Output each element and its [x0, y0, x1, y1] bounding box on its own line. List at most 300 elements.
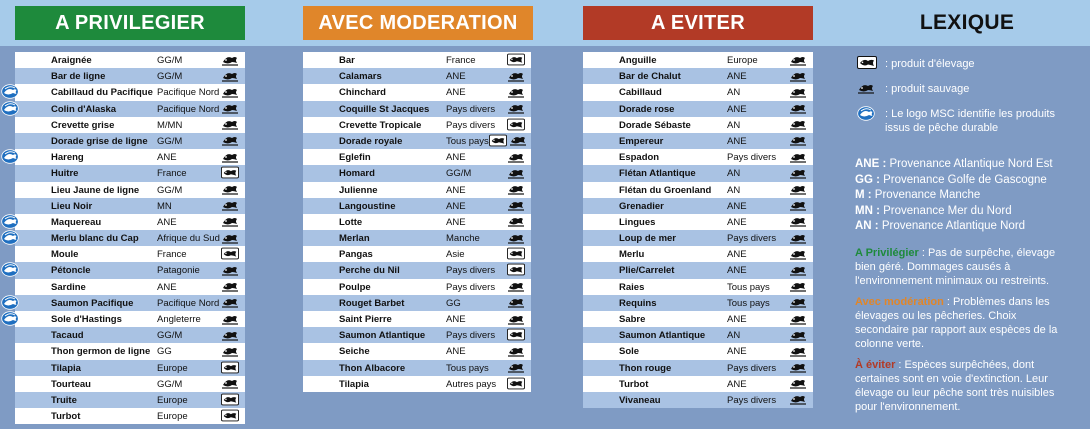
- abbreviation-item: [855, 205, 1012, 217]
- species-name: Lingues: [619, 216, 656, 228]
- species-name: Crevette Tropicale: [339, 119, 422, 131]
- table-row: [583, 101, 813, 117]
- sauvage-icon: [507, 69, 525, 82]
- table-row: [583, 262, 813, 278]
- species-name: Cabillaud: [619, 87, 662, 99]
- table-row: [583, 214, 813, 230]
- species-name: Hareng: [51, 152, 84, 164]
- sauvage-icon: [221, 183, 239, 196]
- table-row: [303, 101, 531, 117]
- species-name: Grenadier: [619, 200, 664, 212]
- table-row: [15, 360, 245, 376]
- abbreviation-item: [855, 174, 1047, 186]
- species-name: Bar: [339, 55, 355, 66]
- table-row: [583, 311, 813, 327]
- provenance: AN: [727, 119, 741, 131]
- provenance: AN: [727, 330, 741, 342]
- table-eviter: [583, 52, 813, 408]
- species-name: Loup de mer: [619, 233, 677, 245]
- sauvage-icon: [789, 393, 807, 406]
- table-row: [583, 246, 813, 262]
- species-name: Thon rouge: [619, 362, 672, 374]
- table-row: [303, 327, 531, 343]
- table-row: [303, 149, 531, 165]
- provenance: GG: [446, 297, 461, 309]
- sauvage-icon: [221, 215, 239, 228]
- table-row: [583, 133, 813, 149]
- sauvage-icon: [789, 118, 807, 131]
- sauvage-icon: [857, 82, 875, 97]
- species-name: Thon Albacore: [339, 362, 406, 374]
- abbreviation-code: ANE :: [855, 158, 887, 170]
- category-label: À éviter: [855, 359, 896, 371]
- table-row: [303, 198, 531, 214]
- elevage-icon: [507, 377, 525, 390]
- species-name: Bar de ligne: [51, 71, 106, 83]
- sauvage-icon: [507, 85, 525, 98]
- species-name: Moule: [51, 249, 79, 261]
- provenance: ANE: [446, 346, 466, 358]
- table-row: [15, 133, 245, 149]
- sauvage-icon: [221, 280, 239, 293]
- elevage-icon: [221, 393, 239, 406]
- provenance: AN: [727, 87, 741, 99]
- table-row: [303, 165, 531, 181]
- table-row: [583, 68, 813, 84]
- species-name: Raies: [619, 281, 645, 293]
- species-name: Anguille: [619, 55, 657, 66]
- species-name: Julienne: [339, 184, 378, 196]
- table-row: [15, 182, 245, 198]
- species-name: Maquereau: [51, 216, 102, 228]
- sauvage-icon: [789, 102, 807, 115]
- sauvage-icon: [507, 150, 525, 163]
- table-row: [15, 101, 245, 117]
- category-label: Avec modération: [855, 296, 944, 308]
- species-name: Cabillaud du Pacifique: [51, 87, 153, 99]
- sauvage-icon: [789, 134, 807, 147]
- sauvage-icon: [221, 296, 239, 309]
- provenance: Patagonie: [157, 265, 200, 277]
- table-row: [303, 133, 531, 149]
- sauvage-icon: [789, 231, 807, 244]
- provenance: Pays divers: [446, 103, 496, 115]
- sauvage-icon: [507, 231, 525, 244]
- table-row: [15, 198, 245, 214]
- sauvage-icon: [789, 69, 807, 82]
- sauvage-icon: [221, 312, 239, 325]
- table-row: [583, 198, 813, 214]
- table-row: [303, 117, 531, 133]
- abbreviation-text: Provenance Mer du Nord: [879, 204, 1012, 217]
- table-row: [583, 295, 813, 311]
- lexique-elevage: : produit d'élevage: [885, 58, 975, 70]
- species-name: Coquille St Jacques: [339, 103, 430, 115]
- elevage-icon: [221, 409, 239, 422]
- sauvage-icon: [221, 118, 239, 131]
- table-row: [15, 295, 245, 311]
- provenance: Pacifique Nord: [157, 87, 220, 99]
- species-name: Poulpe: [339, 281, 371, 293]
- sauvage-icon: [221, 150, 239, 163]
- lexique-msc: : Le logo MSC identifie les produits issus de pêche durable: [885, 108, 1055, 134]
- table-row: [15, 279, 245, 295]
- provenance: ANE: [446, 200, 466, 212]
- species-name: Lotte: [339, 216, 363, 228]
- table-row: [303, 311, 531, 327]
- sauvage-icon: [789, 53, 807, 66]
- table-row: [303, 262, 531, 278]
- provenance: ANE: [727, 378, 747, 390]
- elevage-icon: [489, 134, 507, 147]
- provenance: GG/M: [157, 55, 183, 66]
- header-lexique: LEXIQUE: [919, 11, 1015, 34]
- sauvage-icon: [789, 215, 807, 228]
- provenance: ANE: [157, 281, 177, 293]
- table-row: [583, 360, 813, 376]
- provenance: Pays divers: [727, 152, 777, 164]
- species-name: Requins: [619, 297, 657, 309]
- species-name: Dorade royale: [339, 135, 403, 147]
- species-name: Tacaud: [51, 330, 84, 342]
- sauvage-icon: [221, 328, 239, 341]
- provenance: Tous pays: [446, 362, 489, 374]
- table-row: [15, 343, 245, 359]
- sauvage-icon: [507, 166, 525, 179]
- species-name: Lieu Jaune de ligne: [51, 184, 140, 196]
- elevage-icon: [507, 328, 525, 341]
- abbreviation-code: M :: [855, 189, 872, 201]
- species-name: Vivaneau: [619, 394, 661, 406]
- table-row: [303, 230, 531, 246]
- provenance: Manche: [446, 233, 480, 245]
- table-row: [15, 408, 245, 424]
- species-name: Plie/Carrelet: [619, 265, 675, 277]
- header-privilegier: A PRIVILEGIER: [15, 6, 245, 40]
- species-name: Turbot: [619, 378, 649, 390]
- provenance: GG/M: [157, 330, 183, 342]
- sauvage-icon: [221, 377, 239, 390]
- sauvage-icon: [507, 215, 525, 228]
- species-name: Merlan: [339, 233, 370, 245]
- provenance: Pays divers: [727, 362, 777, 374]
- species-name: Empereur: [619, 135, 664, 147]
- provenance: Pays divers: [446, 281, 496, 293]
- species-name: Tourteau: [51, 378, 91, 390]
- species-name: Araignée: [51, 55, 92, 66]
- abbreviation-code: AN :: [855, 220, 879, 232]
- sauvage-icon: [507, 280, 525, 293]
- table-row: [583, 149, 813, 165]
- table-row: [303, 84, 531, 100]
- sauvage-icon: [507, 296, 525, 309]
- species-name: Eglefin: [339, 152, 371, 164]
- species-name: Saumon Pacifique: [51, 297, 134, 309]
- table-row: [303, 295, 531, 311]
- table-row: [15, 149, 245, 165]
- abbreviation-item: [855, 189, 980, 201]
- species-name: Seiche: [339, 346, 370, 358]
- sauvage-icon: [789, 312, 807, 325]
- elevage-icon: [507, 118, 525, 131]
- provenance: Tous pays: [446, 135, 489, 147]
- table-row: [583, 392, 813, 408]
- provenance: France: [446, 55, 476, 66]
- provenance: AN: [727, 168, 741, 180]
- table-row: [15, 311, 245, 327]
- category-text: : Problèmes dans les élevages ou les pêcheries. Choix secondaire par rapport aux espèces de la colonne verte.: [855, 296, 1058, 350]
- species-name: Homard: [339, 168, 375, 180]
- sauvage-icon: [507, 344, 525, 357]
- species-name: Turbot: [51, 411, 81, 423]
- provenance: France: [157, 168, 187, 180]
- provenance: Pays divers: [446, 265, 496, 277]
- table-row: [583, 376, 813, 392]
- table-row: [583, 84, 813, 100]
- category-text: : Pas de surpêche, élevage bien géré. Dommages causés à l'environnement minimaux ou restreints.: [855, 247, 1056, 287]
- species-name: Pétoncle: [51, 265, 91, 277]
- sauvage-icon: [789, 247, 807, 260]
- provenance: Europe: [157, 362, 188, 374]
- elevage-icon: [507, 247, 525, 260]
- species-name: Lieu Noir: [51, 200, 93, 212]
- table-row: [583, 343, 813, 359]
- provenance: ANE: [446, 216, 466, 228]
- species-name: Tilapia: [339, 378, 369, 390]
- header-eviter: A EVITER: [583, 6, 813, 40]
- category-text: : Espèces surpêchées, dont certaines sont en voie d'extinction. Leur élevage ou leur pêche sont très nuisibles pour l'environnement.: [855, 359, 1055, 413]
- sauvage-icon: [789, 328, 807, 341]
- sauvage-icon: [221, 199, 239, 212]
- provenance: GG: [157, 346, 172, 358]
- species-name: Dorade Sébaste: [619, 119, 691, 131]
- provenance: GG/M: [157, 135, 183, 147]
- sauvage-icon: [221, 53, 239, 66]
- species-name: Sabre: [619, 314, 646, 325]
- provenance: Autres pays: [446, 378, 497, 390]
- sauvage-icon: [221, 69, 239, 82]
- table-row: [303, 52, 531, 68]
- sauvage-icon: [507, 361, 525, 374]
- species-name: Calamars: [339, 71, 382, 83]
- species-name: Flétan Atlantique: [619, 168, 696, 180]
- table-row: [15, 214, 245, 230]
- table-row: [15, 392, 245, 408]
- species-name: Saumon Atlantique: [339, 330, 426, 342]
- sauvage-icon: [789, 199, 807, 212]
- table-row: [583, 279, 813, 295]
- sauvage-icon: [789, 166, 807, 179]
- sauvage-icon: [221, 231, 239, 244]
- provenance: Tous pays: [727, 297, 770, 309]
- species-name: Crevette grise: [51, 119, 115, 131]
- abbreviation-item: [855, 158, 1053, 170]
- elevage-icon: [857, 56, 877, 72]
- elevage-icon: [221, 361, 239, 374]
- provenance: Angleterre: [157, 314, 201, 325]
- species-name: Chinchard: [339, 87, 386, 99]
- abbreviation-code: MN :: [855, 204, 880, 217]
- table-row: [583, 182, 813, 198]
- provenance: Pacifique Nord: [157, 103, 220, 115]
- sauvage-icon: [507, 183, 525, 196]
- provenance: Europe: [727, 55, 758, 66]
- provenance: ANE: [727, 249, 747, 261]
- species-name: Bar de Chalut: [619, 71, 681, 83]
- abbreviation-code: GG :: [855, 173, 880, 186]
- sauvage-icon: [789, 183, 807, 196]
- provenance: Pacifique Nord: [157, 297, 220, 309]
- species-name: Sardine: [51, 281, 86, 293]
- provenance: GG/M: [446, 168, 472, 180]
- provenance: ANE: [446, 184, 466, 196]
- table-row: [303, 68, 531, 84]
- table-row: [303, 182, 531, 198]
- species-name: Merlu blanc du Cap: [51, 233, 139, 245]
- species-name: Sole: [619, 346, 640, 358]
- table-row: [303, 246, 531, 262]
- sauvage-icon: [221, 263, 239, 276]
- provenance: ANE: [727, 200, 747, 212]
- sauvage-icon: [221, 102, 239, 115]
- species-name: Dorade rose: [619, 103, 675, 115]
- species-name: Saumon Atlantique: [619, 330, 706, 342]
- provenance: Pays divers: [446, 330, 496, 342]
- abbreviation-text: Provenance Atlantique Nord: [878, 220, 1026, 232]
- lexique-sauvage: : produit sauvage: [885, 83, 970, 95]
- provenance: France: [157, 249, 187, 261]
- table-row: [15, 52, 245, 68]
- provenance: MN: [157, 200, 172, 212]
- species-name: Langoustine: [339, 200, 396, 212]
- provenance: ANE: [446, 71, 466, 83]
- table-row: [303, 343, 531, 359]
- provenance: Europe: [157, 411, 188, 423]
- table-row: [15, 376, 245, 392]
- table-row: [15, 327, 245, 343]
- category-label: A Privilégier: [855, 247, 919, 259]
- table-row: [583, 117, 813, 133]
- sauvage-icon: [221, 344, 239, 357]
- sauvage-icon: [509, 134, 527, 147]
- abbreviation-text: Provenance Atlantique Nord Est: [886, 158, 1053, 170]
- species-name: Merlu: [619, 249, 645, 261]
- elevage-icon: [507, 263, 525, 276]
- table-row: [15, 165, 245, 181]
- provenance: ANE: [727, 71, 747, 83]
- provenance: ANE: [446, 87, 466, 99]
- elevage-icon: [221, 166, 239, 179]
- table-moderation: [303, 52, 531, 392]
- sauvage-icon: [789, 150, 807, 163]
- sauvage-icon: [789, 377, 807, 390]
- sauvage-icon: [789, 280, 807, 293]
- table-row: [15, 84, 245, 100]
- provenance: M/MN: [157, 119, 183, 131]
- provenance: ANE: [446, 314, 466, 325]
- table-row: [303, 360, 531, 376]
- provenance: ANE: [157, 152, 177, 164]
- species-name: Pangas: [339, 249, 373, 261]
- provenance: ANE: [727, 346, 747, 358]
- elevage-icon: [221, 247, 239, 260]
- table-row: [15, 230, 245, 246]
- sauvage-icon: [789, 296, 807, 309]
- table-privilegier: [15, 52, 245, 424]
- species-name: Perche du Nil: [339, 265, 400, 277]
- provenance: Pays divers: [446, 119, 496, 131]
- provenance: Tous pays: [727, 281, 770, 293]
- species-name: Saint Pierre: [339, 314, 392, 325]
- sauvage-icon: [789, 344, 807, 357]
- provenance: Pays divers: [727, 394, 777, 406]
- provenance: ANE: [446, 152, 466, 164]
- table-row: [15, 117, 245, 133]
- species-name: Sole d'Hastings: [51, 314, 122, 325]
- table-row: [15, 68, 245, 84]
- provenance: Asie: [446, 249, 465, 261]
- table-row: [583, 230, 813, 246]
- sauvage-icon: [507, 102, 525, 115]
- species-name: Colin d'Alaska: [51, 103, 117, 115]
- table-row: [303, 376, 531, 392]
- category-description: [855, 295, 1073, 351]
- species-name: Truite: [51, 394, 77, 406]
- abbreviation-text: Provenance Golfe de Gascogne: [879, 173, 1047, 186]
- table-row: [583, 327, 813, 343]
- species-name: Rouget Barbet: [339, 297, 405, 309]
- abbreviation-text: Provenance Manche: [871, 189, 981, 201]
- provenance: ANE: [727, 216, 747, 228]
- species-name: Thon germon de ligne: [51, 346, 151, 358]
- abbreviation-item: [855, 220, 1025, 232]
- provenance: ANE: [727, 265, 747, 277]
- sauvage-icon: [507, 199, 525, 212]
- sauvage-icon: [789, 361, 807, 374]
- category-description: [855, 246, 1073, 288]
- elevage-icon: [507, 53, 525, 66]
- msc-logo-icon: [857, 106, 875, 124]
- provenance: Pays divers: [727, 233, 777, 245]
- provenance: ANE: [157, 216, 177, 228]
- sauvage-icon: [789, 85, 807, 98]
- sauvage-icon: [221, 134, 239, 147]
- provenance: ANE: [727, 314, 747, 325]
- provenance: GG/M: [157, 378, 183, 390]
- table-row: [583, 165, 813, 181]
- table-row: [15, 246, 245, 262]
- sauvage-icon: [789, 263, 807, 276]
- species-name: Flétan du Groenland: [619, 184, 712, 196]
- species-name: Dorade grise de ligne: [51, 135, 148, 147]
- provenance: GG/M: [157, 184, 183, 196]
- provenance: Afrique du Sud: [157, 233, 220, 245]
- species-name: Huitre: [51, 168, 79, 180]
- table-row: [583, 52, 813, 68]
- species-name: Espadon: [619, 152, 660, 164]
- sauvage-icon: [507, 312, 525, 325]
- sauvage-icon: [221, 85, 239, 98]
- category-description: [855, 358, 1073, 414]
- provenance: AN: [727, 184, 741, 196]
- provenance: GG/M: [157, 71, 183, 83]
- header-moderation: AVEC MODERATION: [303, 6, 533, 40]
- provenance: ANE: [727, 135, 747, 147]
- provenance: ANE: [727, 103, 747, 115]
- table-row: [303, 214, 531, 230]
- species-name: Tilapia: [51, 362, 81, 374]
- provenance: Europe: [157, 394, 188, 406]
